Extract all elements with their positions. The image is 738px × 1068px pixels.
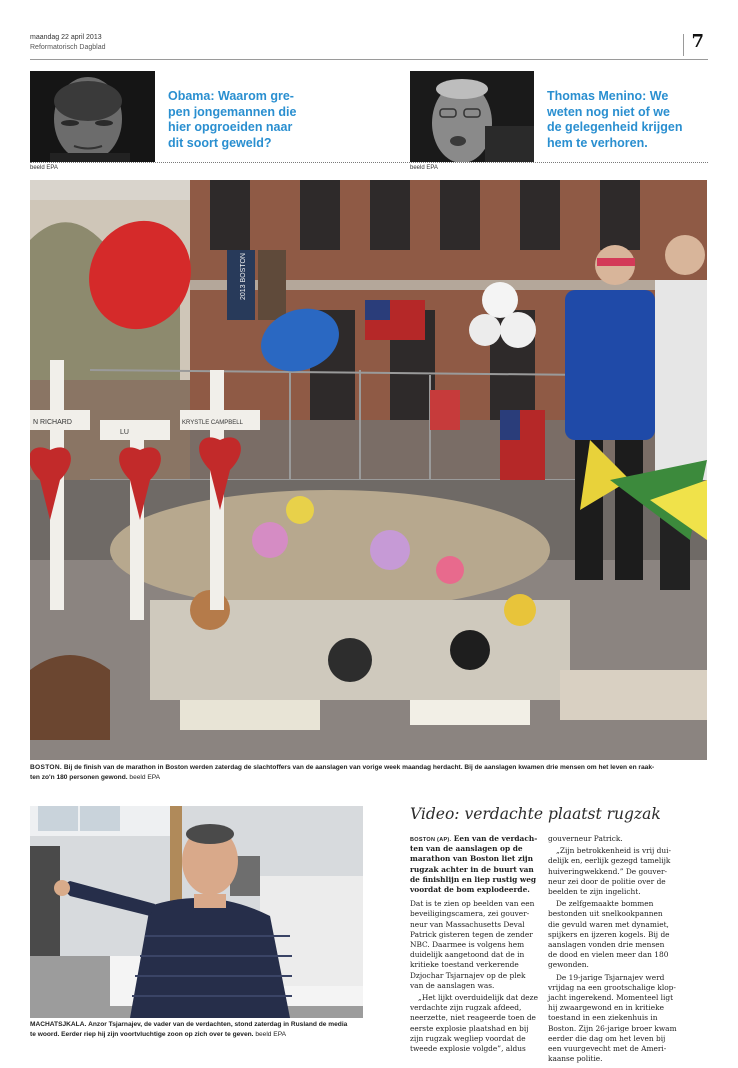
header-paper-name: Reformatorisch Dagblad xyxy=(30,44,106,51)
cross-name-richard: N RICHARD xyxy=(33,419,72,426)
cross-name-campbell: KRYSTLE CAMPBELL xyxy=(182,420,243,426)
father-photo xyxy=(30,806,363,1018)
father-caption-credit: beeld EPA xyxy=(255,1030,287,1038)
main-caption-credit: beeld EPA xyxy=(129,773,161,781)
page-header xyxy=(30,32,708,60)
menino-portrait xyxy=(410,71,534,162)
page-number: 7 xyxy=(691,31,704,52)
article-lead: Een van de verdach- ten van de aanslagen op de marathon van Boston liet zijn rugzak achter in de buurt van de finishlijn en liep rustig weg voordat de bom explodeerde. xyxy=(410,834,538,895)
article-paragraph: De 19-jarige Tsjarnajev werd vrijdag na een grootschalige klop- jacht ingerekend. Momenteel ligt hij zwaargewond en in kritieke toestand in een ziekenhuis in Boston. Zijn 26-jarige broer kwam eerder die dag om het leven bij een vuurgevecht met de Ameri- kaanse politie. xyxy=(548,972,677,1064)
main-caption-place: BOSTON. xyxy=(30,764,63,771)
father-caption-place: MACHATSJKALA. xyxy=(30,1021,87,1028)
banner-text: 2013 BOSTON xyxy=(240,253,247,300)
father-photo-caption xyxy=(30,1020,370,1039)
memorial-photo xyxy=(30,180,707,760)
header-divider xyxy=(683,34,684,56)
obama-photo-credit: beeld EPA xyxy=(30,165,58,171)
header-date: maandag 22 april 2013 xyxy=(30,34,102,41)
father-caption-text: Anzor Tsjarnajev, de vader van de verdachten, stond zaterdag in Rusland de media te woord. Eerder riep hij zijn voortvluchtige zoon op zich over te geven. xyxy=(30,1021,348,1038)
article-dateline: BOSTON (AP). xyxy=(410,837,452,843)
section-divider xyxy=(30,162,708,163)
article-column-1 xyxy=(410,834,538,1056)
menino-photo-credit: beeld EPA xyxy=(410,165,438,171)
article-paragraph: gouverneur Patrick. xyxy=(548,834,623,843)
article-paragraph: De zelfgemaakte bommen bestonden uit snelkookpannen die gevuld waren met dynamiet, spijkers en ijzeren kogels. Bij de aanslagen vonden drie mensen de dood en vielen meer dan 180 gewonden. xyxy=(548,899,670,970)
article-paragraph: „Het lijkt overduidelijk dat deze verdachte zijn rugzak afdeed, neerzette, niet reageerde toen de eerste explosie plaatshad en bij zijn rugzak wegliep voordat de tweede explosie volgde”, aldus xyxy=(410,993,538,1054)
obama-portrait xyxy=(30,71,155,162)
main-caption-text: Bij de finish van de marathon in Boston werden zaterdag de slachtoffers van de aanslagen van vorige week maandag herdacht. Bij de aanslagen kwamen drie mensen om het leven en raak- ten zo'n 180 personen gewond. xyxy=(30,764,655,781)
article-column-2 xyxy=(548,834,678,1066)
article-paragraph: Dat is te zien op beelden van een beveiligingscamera, zei gouver- neur van Massachusetts Deval Patrick gisteren tegen de zender NBC. Daarmee is volgens hem duidelijk aangetoond dat de in kritieke toestand verkerende Dzjochar Tsjarnajev op de plek van de aanslagen was. xyxy=(410,899,535,990)
obama-quote xyxy=(168,89,338,151)
main-photo-caption xyxy=(30,763,708,782)
menino-quote xyxy=(547,89,712,151)
menino-quote-text: Thomas Menino: We weten nog niet of we de gelegenheid krijgen hem te verhoren. xyxy=(547,89,683,150)
article-paragraph: „Zijn betrokkenheid is vrij dui- delijk en, eerlijk gezegd tamelijk huiveringwekkend.” De gouver- neur zei door de politie over de beelden te zijn ingelicht. xyxy=(548,846,672,897)
obama-quote-text: Obama: Waarom gre- pen jongemannen die hier opgroeiden naar dit soort geweld? xyxy=(168,89,297,150)
cross-name-lu: LU xyxy=(120,429,129,436)
article-title: Video: verdachte plaatst rugzak xyxy=(410,805,661,823)
